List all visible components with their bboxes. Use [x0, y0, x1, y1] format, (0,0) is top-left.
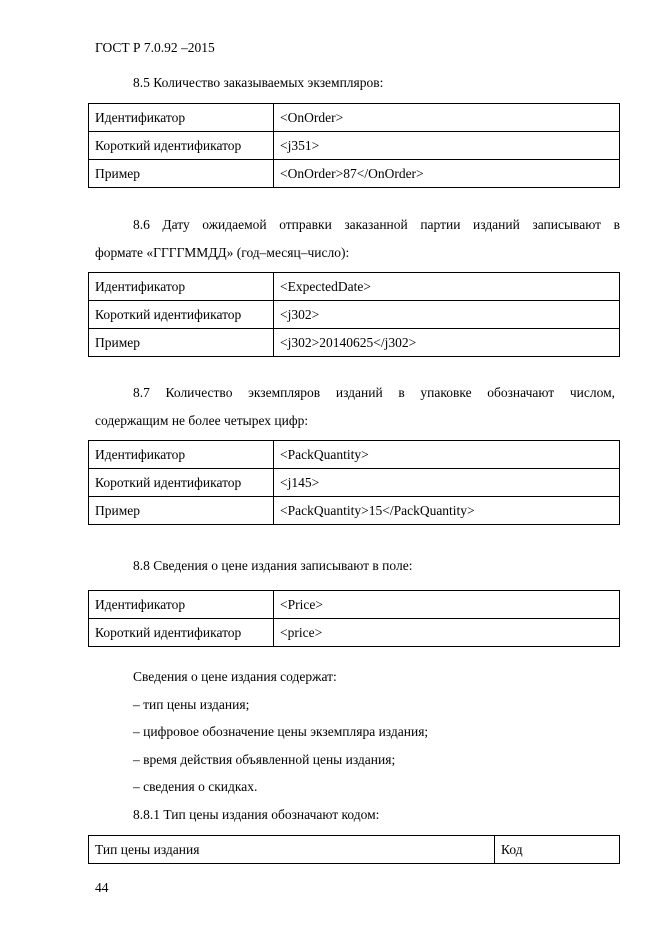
list-item: – время действия объявленной цены издания; — [133, 752, 396, 767]
table-row — [89, 469, 620, 497]
row-label: Короткий идентификатор — [89, 469, 274, 497]
table-row — [89, 273, 620, 301]
row-label: Идентификатор — [89, 441, 274, 469]
table-header-row — [89, 836, 620, 864]
table-8-8 — [88, 590, 620, 647]
section-8-5-heading: 8.5 Количество заказываемых экземпляров: — [133, 75, 384, 90]
row-value: <j351> — [274, 132, 620, 160]
row-value: <OnOrder> — [274, 104, 620, 132]
row-label: Короткий идентификатор — [89, 619, 274, 647]
table-row — [89, 160, 620, 188]
row-value: <j145> — [274, 469, 620, 497]
document-header: ГОСТ Р 7.0.92 –2015 — [95, 40, 215, 55]
row-label: Идентификатор — [89, 273, 274, 301]
list-item: – сведения о скидках. — [133, 779, 258, 794]
row-value: <Price> — [274, 591, 620, 619]
row-label: Короткий идентификатор — [89, 132, 274, 160]
section-8-7-line2: содержащим не более четырех цифр: — [95, 413, 309, 428]
row-value: <PackQuantity>15</PackQuantity> — [274, 497, 620, 525]
row-label: Пример — [89, 329, 274, 357]
table-row — [89, 329, 620, 357]
section-8-6-line1: 8.6 Дату ожидаемой отправки заказанной партии изданий записывают в — [133, 217, 620, 232]
row-label: Пример — [89, 497, 274, 525]
table-row — [89, 104, 620, 132]
row-label: Идентификатор — [89, 104, 274, 132]
table-8-8-1 — [88, 835, 620, 864]
row-value: <PackQuantity> — [274, 441, 620, 469]
table-8-5 — [88, 103, 620, 188]
row-value: <j302> — [274, 301, 620, 329]
row-label: Пример — [89, 160, 274, 188]
table-row — [89, 132, 620, 160]
table-8-6 — [88, 272, 620, 357]
list-item: – тип цены издания; — [133, 697, 250, 712]
table-row — [89, 497, 620, 525]
list-item: – цифровое обозначение цены экземпляра издания; — [133, 724, 429, 739]
table-row — [89, 591, 620, 619]
price-info-intro: Сведения о цене издания содержат: — [133, 669, 337, 684]
section-8-8-heading: 8.8 Сведения о цене издания записывают в поле: — [133, 558, 413, 573]
section-8-7-line1: 8.7 Количество экземпляров изданий в упаковке обозначают числом, — [133, 385, 615, 400]
table-row — [89, 301, 620, 329]
row-value: <OnOrder>87</OnOrder> — [274, 160, 620, 188]
page-number: 44 — [95, 880, 109, 895]
column-header-code: Код — [495, 836, 620, 864]
section-8-8-1-heading: 8.8.1 Тип цены издания обозначают кодом: — [133, 807, 380, 822]
table-row — [89, 441, 620, 469]
section-8-6-line2: формате «ГГГГММДД» (год–месяц–число): — [95, 245, 350, 260]
table-8-7 — [88, 440, 620, 525]
column-header-price-type: Тип цены издания — [89, 836, 495, 864]
row-value: <ExpectedDate> — [274, 273, 620, 301]
row-value: <price> — [274, 619, 620, 647]
table-row — [89, 619, 620, 647]
row-label: Короткий идентификатор — [89, 301, 274, 329]
row-value: <j302>20140625</j302> — [274, 329, 620, 357]
row-label: Идентификатор — [89, 591, 274, 619]
